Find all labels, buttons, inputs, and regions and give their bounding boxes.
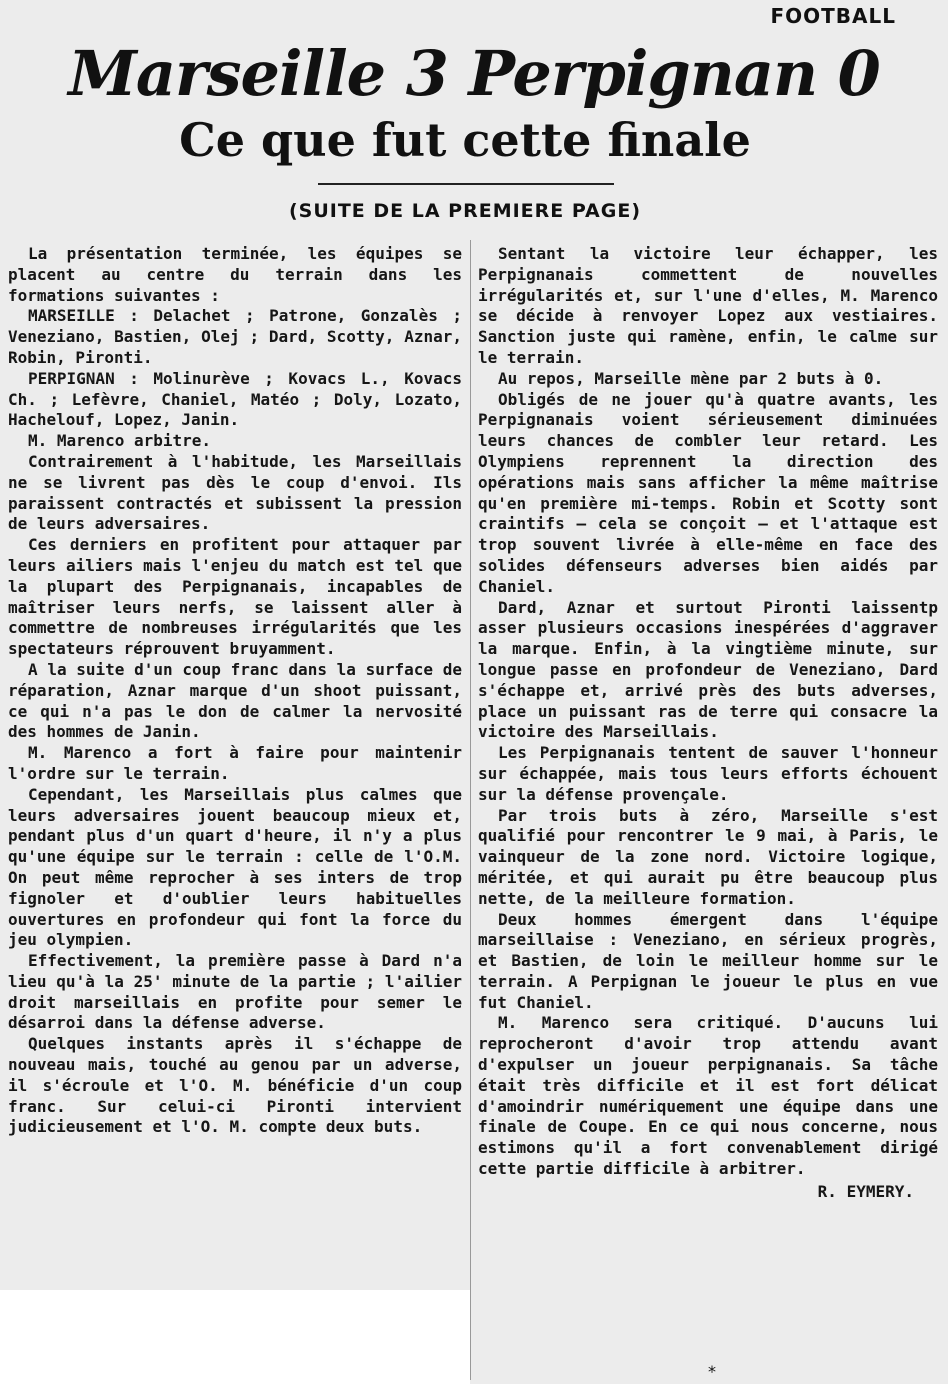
paragraph: PERPIGNAN : Molinurève ; Kovacs L., Kovacs Ch. ; Lefèvre, Chaniel, Matéo ; Doly, Lozato, Hachelouf, Lopez, Janin. [8,368,462,430]
paragraph: Dard, Aznar et surtout Pironti laissentp asser plusieurs occasions inespérées d'aggraver la marque. Enfin, à la vingtième minute, sur longue passe en profondeur de Veneziano, Dard s'échappe et, arrivé près des buts adverses, place un puissant ras de terre qui consacre la victoire des Marseillais. [478,597,938,742]
paragraph: Sentant la victoire leur échapper, les Perpignanais commettent de nouvelles irrégularités et, sur l'une d'elles, M. Marenco se décide à renvoyer Lopez aux vestiaires. Sanction juste qui ramène, enfin, le calme sur le terrain. [478,244,938,367]
paragraph: MARSEILLE : Delachet ; Patrone, Gonzalès ; Veneziano, Bastien, Olej ; Dard, Scotty, Aznar, Robin, Pironti. [8,306,462,367]
continued-note: (SUITE DE LA PREMIERE PAGE) [288,200,642,222]
paragraph: M. Marenco arbitre. [28,431,212,451]
subheadline: Ce que fut cette finale [179,113,751,167]
article-column-left [8,244,462,1138]
paragraph: Ces derniers en profitent pour attaquer par leurs ailiers mais l'enjeu du match est tel que la plupart des Perpignanais, incapables de maîtriser leurs nerfs, se laissent aller à commettre de nombreuses irrégularités que les spectateurs réprouvent bruyamment. [8,535,462,659]
paragraph: Par trois buts à zéro, Marseille s'est qualifié pour rencontrer le 9 mai, à Paris, le vainqueur de la zone nord. Victoire logique, méritée, et qui aurait pu être beaucoup plus nette, de la meilleure formation. [478,805,938,908]
article-column-right [478,244,938,1203]
paragraph: Obligés de ne jouer qu'à quatre avants, les Perpignanais voient sérieusement diminuées leurs chances de combler leur retard. Les Olympiens reprennent la direction des opérations mais sans afficher la même maîtrise qu'en première mi-temps. Robin et Scotty sont craintifs — cela se conçoit — et l'attaque est trop souvent livrée à elle-même en face des solides défenseurs adverses bien aidés par Chaniel. [478,389,938,596]
paragraph: M. Marenco a fort à faire pour maintenir l'ordre sur le terrain. [8,743,462,783]
blank-margin [0,1290,470,1384]
headline: Marseille 3 Perpignan 0 [68,37,880,110]
title-rule [318,183,614,185]
paragraph: Effectivement, la première passe à Dard n'a lieu qu'à la 25' minute de la partie ; l'ailier droit marseillais en profite pour semer le désarroi dans la défense adverse. [8,951,462,1033]
column-divider [470,240,471,1380]
paragraph: Cependant, les Marseillais plus calmes que leurs adversaires jouent beaucoup mieux et, pendant plus d'un quart d'heure, il n'y a plus qu'une équipe sur le terrain : celle de l'O.M. On peut même reprocher à ses inters de trop fignoler et d'oublier leurs habituelles ouvertures en profondeur qui font la force du jeu olympien. [8,784,462,950]
end-star: * [708,1362,716,1381]
paragraph: Quelques instants après il s'échappe de nouveau mais, touché au genou par un adverse, il s'écroule et l'O. M. bénéficie d'un coup franc. Sur celui-ci Pironti intervient judicieusement et l'O. M. compte deux buts. [8,1034,462,1137]
section-label: FOOTBALL [770,4,896,28]
paragraph: Au repos, Marseille mène par 2 buts à 0. [498,368,884,388]
paragraph: Deux hommes émergent dans l'équipe marseillaise : Veneziano, en sérieux progrès, et Bastien, de loin le meilleur homme sur le terrain. A Perpignan le joueur le plus en vue fut Chaniel. [478,909,938,1012]
paragraph: A la suite d'un coup franc dans la surface de réparation, Aznar marque d'un shoot puissant, ce qui n'a pas le don de calmer la nervosité des hommes de Janin. [8,659,462,742]
paragraph: M. Marenco sera critiqué. D'aucuns lui reprocheront d'avoir trop attendu avant d'expulser un joueur perpignanais. Sa tâche était très difficile et il est fort délicat d'amoindrir numériquement une équipe dans une finale de Coupe. En ce qui nous concerne, nous estimons qu'il a fort convenablement dirigé cette partie difficile à arbitrer. [478,1013,938,1179]
paragraph: La présentation terminée, les équipes se placent au centre du terrain dans les formations suivantes : [8,244,462,305]
author-signature: R. EYMERY. [817,1181,914,1201]
paragraph: Contrairement à l'habitude, les Marseillais ne se livrent pas dès le coup d'envoi. Ils paraissent contractés et subissent la pression de leurs adversaires. [8,451,462,534]
paragraph: Les Perpignanais tentent de sauver l'honneur sur échappée, mais tous leurs efforts échouent sur la défense provençale. [478,743,938,804]
